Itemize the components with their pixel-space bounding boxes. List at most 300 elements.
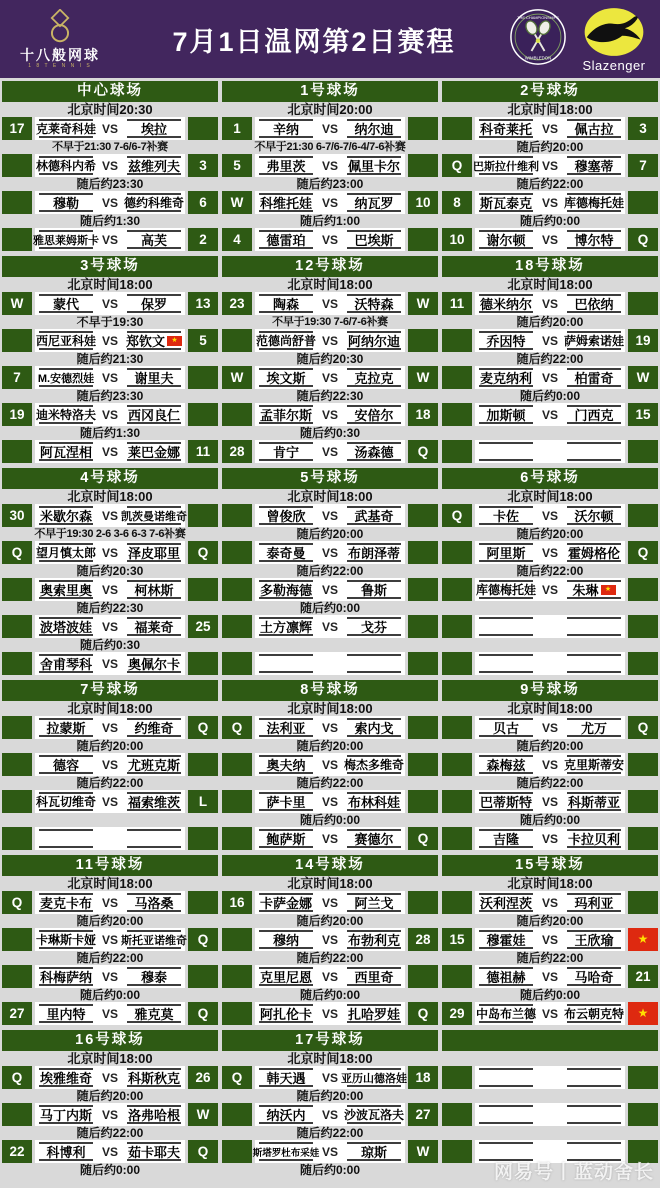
player-name: 阿瓦涅相	[39, 442, 93, 461]
player-name	[567, 442, 621, 461]
seed-badge	[408, 652, 438, 675]
court-name: 14号球场	[222, 855, 438, 876]
player-name: 森梅兹	[479, 755, 533, 774]
wimbledon-logo-icon	[510, 9, 566, 65]
match-names	[35, 154, 185, 177]
seed-badge	[2, 440, 32, 463]
seed-badge	[188, 403, 218, 426]
player-name: 科维托娃	[259, 193, 313, 212]
schedule-note: 随后约0:00	[299, 988, 361, 1002]
player-name: 克拉克	[347, 368, 401, 387]
vs-label: VS	[541, 831, 558, 846]
match-names	[35, 753, 185, 776]
court-name: 12号球场	[222, 256, 438, 277]
seed-badge: 1	[222, 117, 252, 140]
page-header	[0, 0, 660, 78]
match-row	[442, 891, 658, 914]
site-logo	[0, 9, 120, 69]
seed-badge	[628, 1103, 658, 1126]
court-block	[442, 256, 658, 463]
player-name: 沃尔顿	[567, 506, 621, 525]
seed-badge	[2, 1103, 32, 1126]
match-row	[222, 154, 438, 177]
court-block	[2, 468, 218, 675]
seed-badge: Q	[628, 716, 658, 739]
match-row	[222, 191, 438, 214]
player-name: 凯茨曼诺维奇	[127, 506, 181, 525]
row-spacer	[442, 426, 658, 440]
schedule-note: 随后约20:00	[296, 1089, 364, 1103]
seed-badge	[222, 1103, 252, 1126]
vs-label: VS	[541, 932, 558, 947]
player-name: 福索维茨	[127, 792, 181, 811]
schedule-note: 随后约1:30	[79, 426, 141, 440]
schedule-note: 随后约0:00	[79, 1163, 141, 1177]
court-name: 5号球场	[222, 468, 438, 489]
seed-badge: 11	[188, 440, 218, 463]
schedule-note: 随后约20:00	[296, 527, 364, 541]
seed-badge	[408, 615, 438, 638]
court-name: 3号球场	[2, 256, 218, 277]
match-row	[222, 827, 438, 850]
player-name: 王欣瑜	[567, 930, 621, 949]
match-row	[442, 578, 658, 601]
schedule-note: 随后约22:00	[516, 352, 584, 366]
seed-badge: 15	[628, 403, 658, 426]
player-name: 德容	[39, 755, 93, 774]
seed-badge: 15	[442, 928, 472, 951]
court-time: 北京时间20:00	[287, 102, 373, 117]
seed-badge	[442, 1066, 472, 1089]
match-row	[222, 891, 438, 914]
seed-badge	[442, 403, 472, 426]
court-name: 中心球场	[2, 81, 218, 102]
player-name: 蒙代	[39, 294, 93, 313]
vs-label: VS	[541, 195, 558, 210]
court-name: 18号球场	[442, 256, 658, 277]
court-name: 16号球场	[2, 1030, 218, 1051]
courts-grid	[0, 78, 660, 1177]
vs-label: VS	[541, 1006, 558, 1021]
court-time: 北京时间18:00	[67, 701, 153, 716]
seed-badge	[628, 578, 658, 601]
court-block	[442, 1030, 658, 1163]
player-name: 汤森德	[347, 442, 401, 461]
seed-badge: Q	[408, 827, 438, 850]
match-row	[2, 440, 218, 463]
seed-badge	[2, 578, 32, 601]
match-row	[222, 790, 438, 813]
vs-label: VS	[101, 1107, 118, 1122]
player-name: 德雷珀	[259, 230, 313, 249]
court-block	[2, 1030, 218, 1177]
vs-label: VS	[541, 895, 558, 910]
seed-badge	[408, 329, 438, 352]
seed-badge: Q	[2, 1066, 32, 1089]
player-name: 巴依纳	[567, 294, 621, 313]
match-names	[35, 578, 185, 601]
schedule-note: 随后约0:00	[299, 601, 361, 615]
match-names	[475, 292, 625, 315]
seed-badge: Q	[442, 504, 472, 527]
match-names	[475, 578, 625, 601]
player-name: M.安德烈娃	[39, 368, 93, 387]
match-row	[222, 716, 438, 739]
match-names	[255, 541, 405, 564]
player-name: 德约科维奇	[127, 193, 181, 212]
match-row	[442, 928, 658, 951]
vs-label: VS	[321, 895, 338, 910]
seed-badge	[2, 652, 32, 675]
match-names	[475, 827, 625, 850]
match-names	[35, 541, 185, 564]
player-name: 库德梅托娃	[567, 193, 621, 212]
court-time: 北京时间20:30	[67, 102, 153, 117]
player-name: 泽皮耶里	[127, 543, 181, 562]
match-row	[222, 228, 438, 251]
match-row	[222, 366, 438, 389]
player-name: 穆泰	[127, 967, 181, 986]
seed-badge	[188, 827, 218, 850]
seed-badge	[188, 965, 218, 988]
seed-badge: 22	[2, 1140, 32, 1163]
player-name: 戈芬	[347, 617, 401, 636]
seed-badge: Q	[408, 1002, 438, 1025]
row-spacer	[442, 638, 658, 652]
match-row	[2, 504, 218, 527]
player-name: 穆塞蒂	[567, 156, 621, 175]
seed-badge	[2, 228, 32, 251]
match-row	[442, 541, 658, 564]
schedule-note: 随后约0:00	[519, 988, 581, 1002]
court-name	[442, 1030, 658, 1051]
match-names	[35, 117, 185, 140]
row-spacer	[442, 1089, 658, 1103]
match-names	[255, 652, 405, 675]
player-name: 布朗泽蒂	[347, 543, 401, 562]
court-time: 北京时间18:00	[507, 701, 593, 716]
match-row	[222, 578, 438, 601]
vs-label: VS	[321, 121, 338, 136]
player-name: 斯托亚诺维奇	[127, 930, 181, 949]
seed-badge: 18	[408, 1066, 438, 1089]
vs-label: VS	[321, 1006, 338, 1021]
seed-badge	[222, 928, 252, 951]
court-time: 北京时间18:00	[507, 876, 593, 891]
seed-badge: W	[408, 1140, 438, 1163]
schedule-note: 随后约23:30	[76, 389, 144, 403]
player-name: 多勒海德	[259, 580, 313, 599]
seed-badge	[408, 504, 438, 527]
seed-badge: 2	[188, 228, 218, 251]
player-name: 辛纳	[259, 119, 313, 138]
player-name	[479, 654, 533, 673]
schedule-note: 随后约0:00	[519, 389, 581, 403]
player-name	[479, 442, 533, 461]
player-name: 佩里卡尔	[347, 156, 401, 175]
player-name: 弗里茨	[259, 156, 313, 175]
seed-badge: 28	[222, 440, 252, 463]
match-names	[475, 1103, 625, 1126]
court-time: 北京时间18:00	[287, 876, 373, 891]
match-names	[475, 1066, 625, 1089]
match-row	[442, 790, 658, 813]
vs-label: VS	[541, 407, 558, 422]
match-names	[255, 154, 405, 177]
player-name: 索内戈	[347, 718, 401, 737]
player-name: 斯瓦泰克	[479, 193, 533, 212]
wimbledon-logo	[508, 9, 568, 70]
seed-badge	[442, 753, 472, 776]
match-names	[475, 716, 625, 739]
seed-badge: 21	[628, 965, 658, 988]
schedule-note: 随后约20:00	[516, 914, 584, 928]
seed-badge	[442, 440, 472, 463]
court-block	[2, 81, 218, 251]
seed-badge: Q	[628, 228, 658, 251]
seed-badge: 10	[408, 191, 438, 214]
seed-badge: 18	[408, 403, 438, 426]
match-names	[475, 753, 625, 776]
seed-badge	[442, 965, 472, 988]
schedule-note: 随后约20:00	[76, 739, 144, 753]
seed-badge: 26	[188, 1066, 218, 1089]
match-row	[2, 154, 218, 177]
player-name: 沙波瓦洛夫	[347, 1105, 401, 1124]
player-name: 奥佩尔卡	[127, 654, 181, 673]
seed-badge	[408, 965, 438, 988]
seed-badge: W	[408, 292, 438, 315]
vs-label: VS	[321, 370, 338, 385]
seed-badge	[2, 753, 32, 776]
seed-badge: Q	[2, 891, 32, 914]
match-names	[255, 827, 405, 850]
seed-badge: Q	[442, 154, 472, 177]
schedule-note: 随后约0:30	[79, 638, 141, 652]
player-name: 扎哈罗娃	[347, 1004, 401, 1023]
court-time: 北京时间18:00	[287, 701, 373, 716]
match-names	[255, 716, 405, 739]
schedule-note: 随后约22:30	[296, 389, 364, 403]
player-name: 库德梅托娃	[479, 580, 533, 599]
seed-badge	[222, 578, 252, 601]
seed-badge	[188, 578, 218, 601]
vs-label: VS	[541, 158, 558, 173]
vs-label: VS	[321, 508, 338, 523]
match-names	[255, 790, 405, 813]
match-row	[2, 928, 218, 951]
seed-badge	[628, 891, 658, 914]
player-name	[567, 617, 621, 636]
player-name: 米歇尔森	[39, 506, 93, 525]
player-name: 梅杰多维奇	[347, 755, 401, 774]
match-names	[35, 228, 185, 251]
seed-badge	[2, 790, 32, 813]
match-names	[35, 1140, 185, 1163]
seed-badge	[2, 154, 32, 177]
player-name: 卡佐	[479, 506, 533, 525]
player-name: 埃雅维奇	[39, 1068, 93, 1087]
player-name: 斯塔罗杜布采娃	[259, 1142, 313, 1161]
player-name: 福莱奇	[127, 617, 181, 636]
player-name: 高芙	[127, 230, 181, 249]
seed-badge	[408, 753, 438, 776]
player-name: 里内特	[39, 1004, 93, 1023]
seed-badge: 29	[442, 1002, 472, 1025]
match-names	[475, 615, 625, 638]
seed-badge: 16	[222, 891, 252, 914]
match-row	[442, 403, 658, 426]
seed-badge	[628, 827, 658, 850]
player-name: 波塔波娃	[39, 617, 93, 636]
court-name: 8号球场	[222, 680, 438, 701]
match-row	[2, 1103, 218, 1126]
vs-label: VS	[101, 121, 118, 136]
match-row	[222, 928, 438, 951]
vs-label: VS	[321, 296, 338, 311]
match-names	[475, 928, 625, 951]
empty-match-row	[442, 440, 658, 463]
seed-badge	[442, 615, 472, 638]
court-time	[442, 1051, 658, 1066]
seed-badge	[442, 827, 472, 850]
player-name: 朱琳 ★	[567, 580, 621, 599]
match-row	[442, 1002, 658, 1025]
player-name: 卡萨金娜	[259, 893, 313, 912]
seed-badge	[222, 403, 252, 426]
schedule-note: 随后约20:00	[516, 140, 584, 154]
match-names	[255, 1002, 405, 1025]
match-row	[442, 329, 658, 352]
match-row	[442, 827, 658, 850]
seed-badge: Q	[628, 541, 658, 564]
court-block	[442, 680, 658, 850]
player-name: 奥夫纳	[259, 755, 313, 774]
schedule-note: 随后约20:00	[296, 739, 364, 753]
seed-badge: 13	[188, 292, 218, 315]
seed-badge	[222, 329, 252, 352]
court-block	[442, 468, 658, 675]
player-name: 琼斯	[347, 1142, 401, 1161]
match-row	[222, 403, 438, 426]
seed-badge: Q	[188, 1002, 218, 1025]
seed-badge: 19	[628, 329, 658, 352]
court-block	[222, 256, 438, 463]
vs-label: VS	[101, 1144, 118, 1159]
player-name	[259, 654, 313, 673]
match-row	[222, 965, 438, 988]
schedule-note: 随后约20:00	[516, 739, 584, 753]
seed-badge: Q	[188, 928, 218, 951]
vs-label: VS	[321, 545, 338, 560]
seed-badge: 19	[2, 403, 32, 426]
player-name: 柏雷奇	[567, 368, 621, 387]
court-block	[2, 256, 218, 463]
match-row	[2, 541, 218, 564]
match-names	[475, 228, 625, 251]
seed-badge	[2, 965, 32, 988]
match-row	[442, 716, 658, 739]
vs-label: VS	[321, 407, 338, 422]
empty-match-row	[222, 652, 438, 675]
player-name: 西尼亚科娃	[39, 331, 93, 350]
player-name: 萨卡里	[259, 792, 313, 811]
player-name: 纳瓦罗	[347, 193, 401, 212]
match-names	[255, 292, 405, 315]
player-name: 范德尚舒普	[259, 331, 313, 350]
schedule-note: 随后约22:00	[296, 1126, 364, 1140]
vs-label: VS	[321, 333, 338, 348]
seed-badge	[628, 652, 658, 675]
vs-label: VS	[321, 794, 338, 809]
match-row	[2, 1066, 218, 1089]
vs-label: VS	[321, 582, 338, 597]
schedule-note: 随后约0:00	[519, 214, 581, 228]
match-row	[442, 191, 658, 214]
match-row	[2, 191, 218, 214]
seed-badge	[222, 790, 252, 813]
match-names	[255, 440, 405, 463]
court-block	[222, 1030, 438, 1177]
player-name: 吉隆	[479, 829, 533, 848]
vs-label: VS	[321, 1070, 338, 1085]
schedule-note: 随后约22:30	[76, 601, 144, 615]
seed-badge: 6	[188, 191, 218, 214]
match-row	[222, 504, 438, 527]
player-name: 科博利	[39, 1142, 93, 1161]
seed-badge: Q	[222, 716, 252, 739]
match-row	[2, 329, 218, 352]
china-flag-icon: ★	[628, 1002, 658, 1025]
match-row	[2, 615, 218, 638]
player-name: 鲁斯	[347, 580, 401, 599]
court-name: 1号球场	[222, 81, 438, 102]
slazenger-label: Slazenger	[582, 57, 646, 73]
seed-badge: 27	[2, 1002, 32, 1025]
court-time: 北京时间18:00	[67, 277, 153, 292]
vs-label: VS	[321, 232, 338, 247]
match-row	[442, 366, 658, 389]
player-name	[567, 654, 621, 673]
vs-label: VS	[101, 444, 118, 459]
court-time: 北京时间18:00	[507, 489, 593, 504]
schedule-note: 随后约22:00	[296, 564, 364, 578]
match-names	[475, 790, 625, 813]
schedule-note: 随后约20:30	[76, 564, 144, 578]
seed-badge	[2, 827, 32, 850]
match-names	[475, 504, 625, 527]
seed-badge	[408, 154, 438, 177]
empty-match-row	[442, 1103, 658, 1126]
seed-badge: L	[188, 790, 218, 813]
player-name: 德祖赫	[479, 967, 533, 986]
seed-badge	[188, 504, 218, 527]
match-names	[35, 1002, 185, 1025]
match-names	[35, 1103, 185, 1126]
court-time: 北京时间18:00	[67, 1051, 153, 1066]
player-name: 迪米特洛夫	[39, 405, 93, 424]
seed-badge: 30	[2, 504, 32, 527]
match-names	[255, 403, 405, 426]
player-name: 洛弗哈根	[127, 1105, 181, 1124]
empty-match-row	[442, 1066, 658, 1089]
player-name: 穆霍娃	[479, 930, 533, 949]
seed-badge: Q	[408, 440, 438, 463]
player-name: 陶森	[259, 294, 313, 313]
seed-badge	[442, 652, 472, 675]
schedule-note: 随后约22:00	[76, 951, 144, 965]
seed-badge: W	[2, 292, 32, 315]
